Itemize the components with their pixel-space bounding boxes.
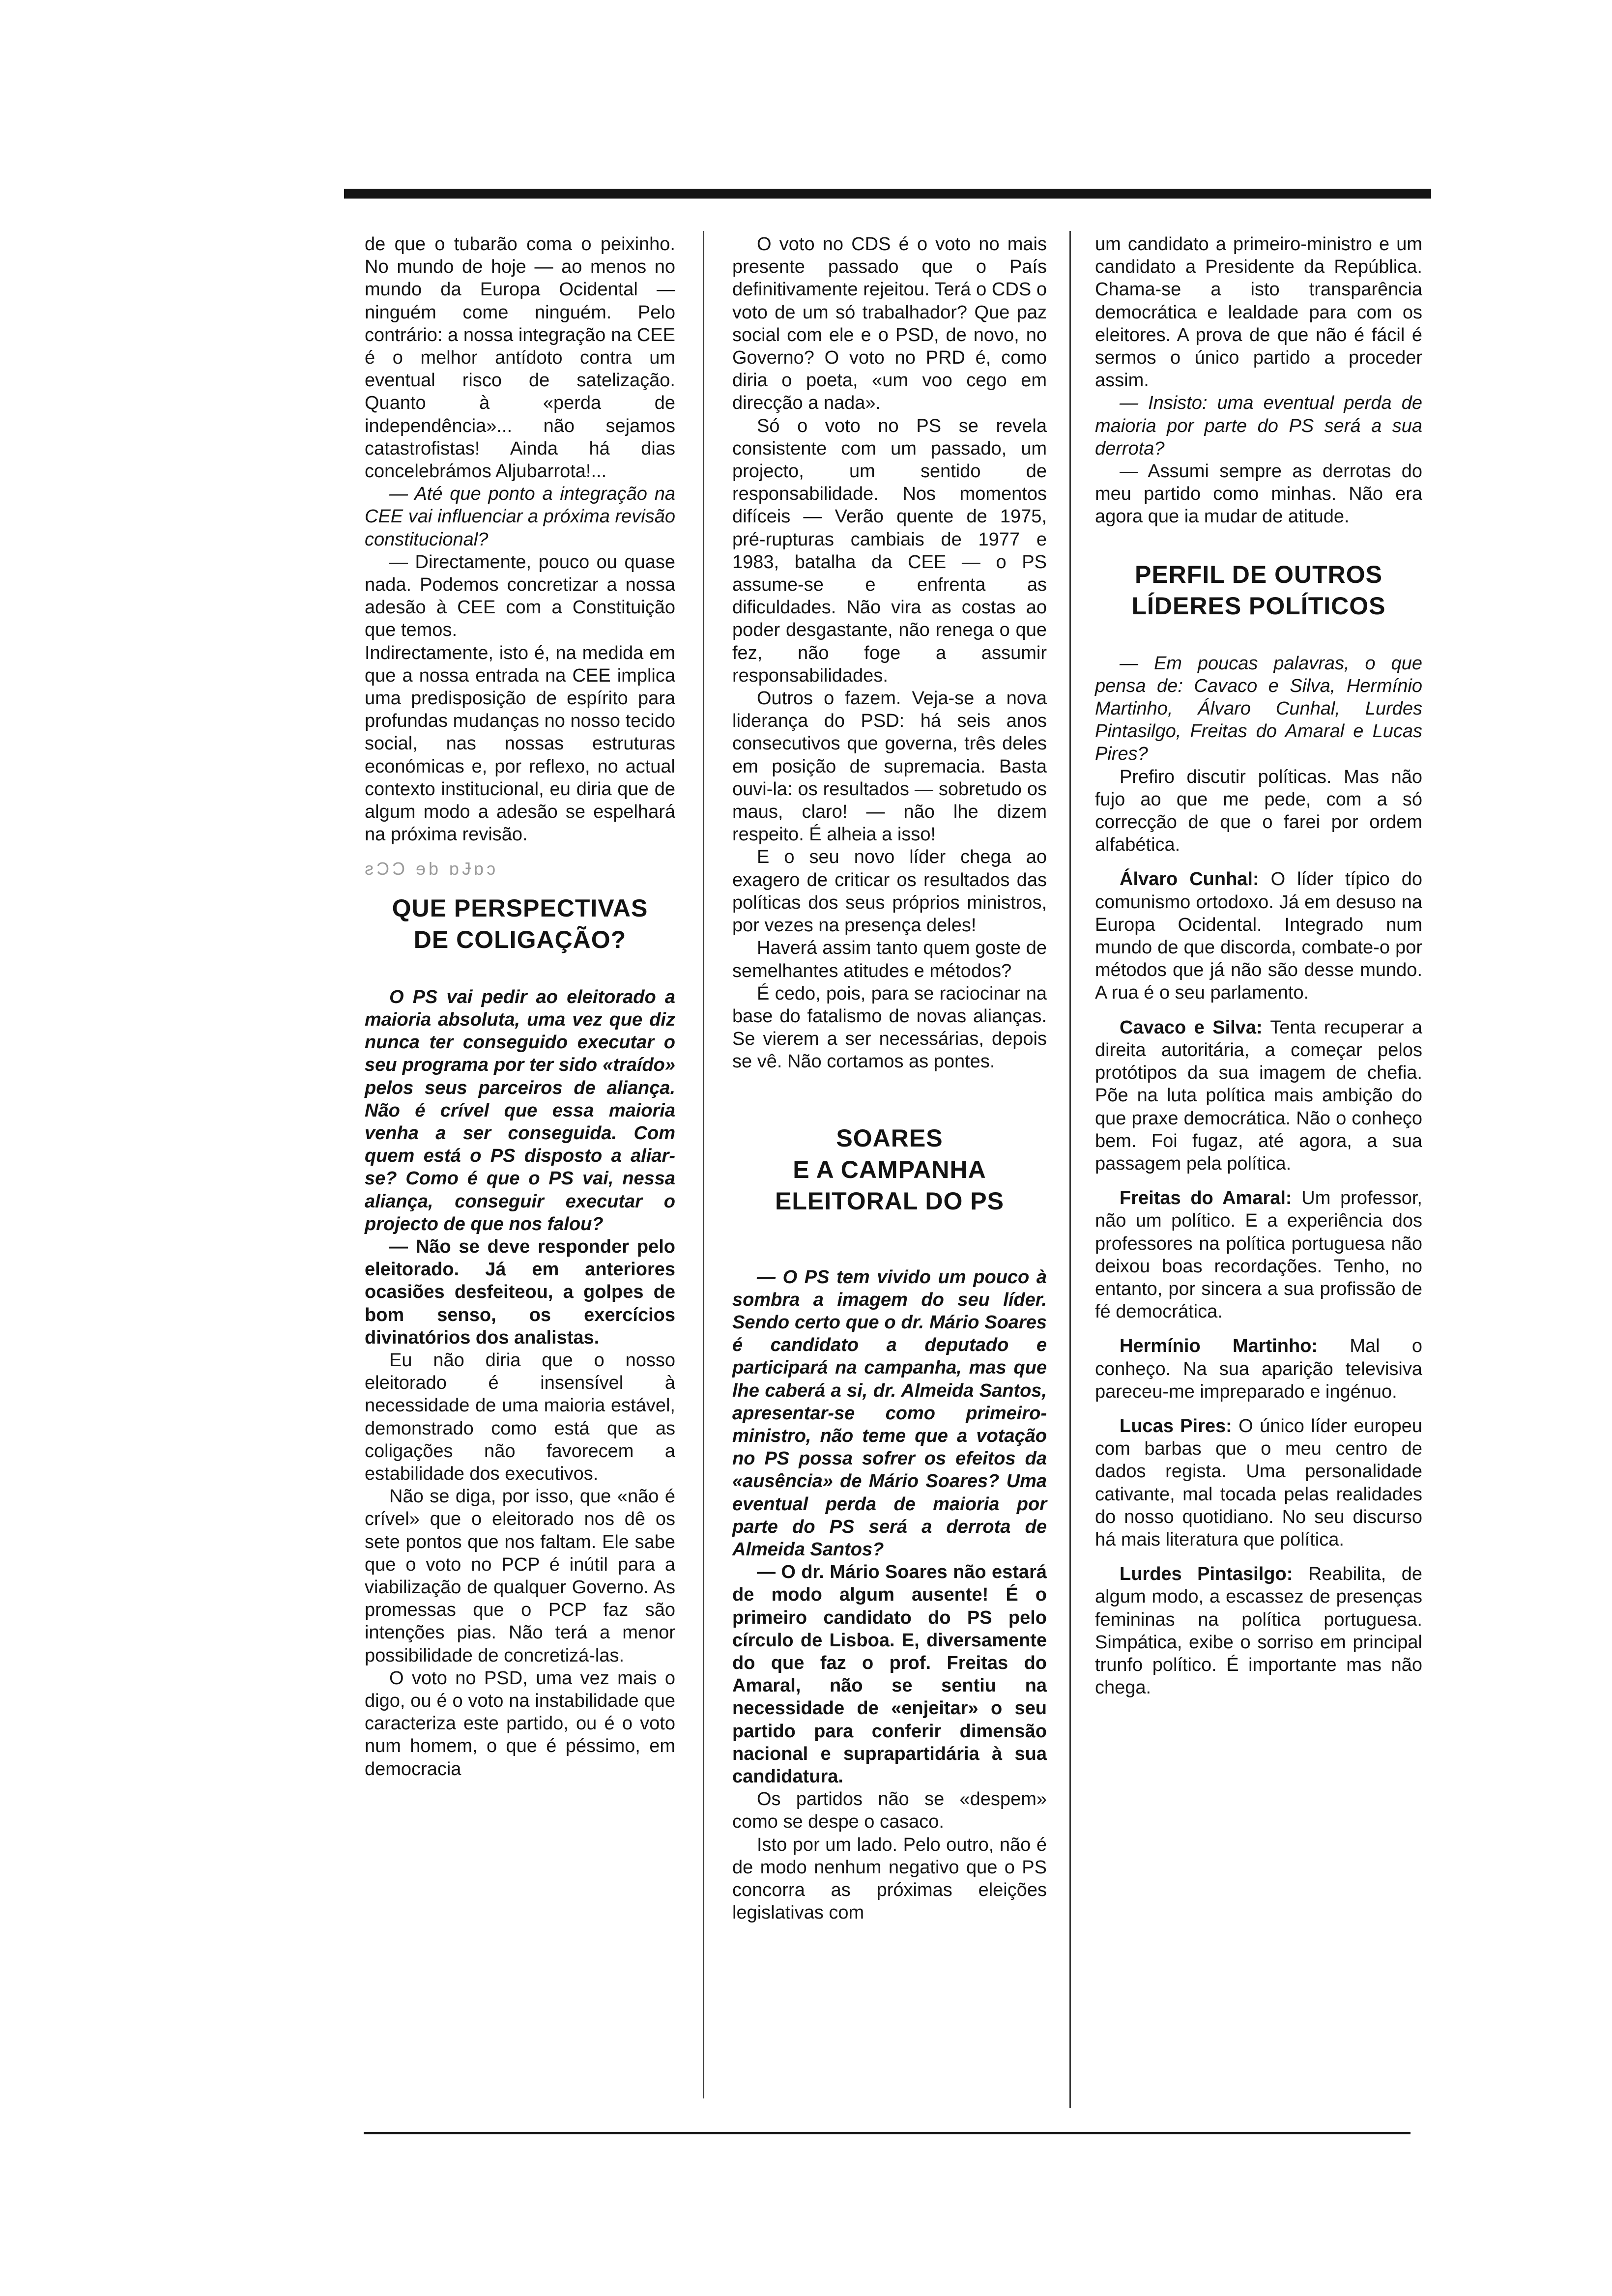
show-through-text: ƨƆƆ ɘb ɒɈɒɔ: [365, 859, 499, 879]
bottom-rule: [364, 2132, 1410, 2134]
leader-profile-herminio: [1095, 1335, 1422, 1403]
leader-description: O único líder europeu com barbas que o meu centro de dados regista. Uma personalidade cativante, mal tocada pelas realidades do nosso quotidiano. No seu discurso há mais literatura que política.: [1095, 1415, 1422, 1550]
interview-question: O PS vai pedir ao eleitorado a maioria absoluta, uma vez que diz nunca ter conseguido executar o seu programa por ter sido «traído» pelos seus parceiros de aliança. Não é crível que essa maioria venha a ser conseguida. Com quem está o PS disposto a aliar-se? Como é que o PS vai, nessa aliança, conseguir executar o projecto de que nos falou?: [365, 986, 675, 1234]
top-rule: [344, 189, 1431, 199]
leader-description: Mal o conheço. Na sua aparição televisiva pareceu-me impreparado e ingénuo.: [1095, 1336, 1423, 1402]
column-divider-left: [703, 231, 704, 2098]
leader-profile-lucas: [1095, 1415, 1422, 1551]
paragraph: Eu não diria que o nosso eleitorado é insensível à necessidade de uma maioria estável, demonstrado como está que as coligações não favorecem a estabilidade dos executivos.: [365, 1349, 675, 1484]
column-2: [732, 233, 1047, 1924]
paragraph: um candidato a primeiro-ministro e um candidato a Presidente da República. Chama-se a isto transparência democrática e lealdade para com os eleitores. A prova de que não é fácil é sermos o único partido a proceder assim.: [1095, 234, 1422, 391]
leader-description: Reabilita, de algum modo, a escassez de presenças femininas na política portuguesa. Simpática, exibe o sorriso em principal trunfo político. É importante mas não chega.: [1095, 1564, 1422, 1698]
column-1: [365, 233, 675, 1780]
paragraph: Só o voto no PS se revela consistente com um passado, um projecto, um sentido de responsabilidade. Nos momentos difíceis — Verão quente de 1975, pré-rupturas cambiais de 1977 e 1983, batalha da CEE — o PS assume-se e enfrenta as dificuldades. Não vira as costas ao poder desgastante, não renega o que fez, não foge a assumir responsabilidades.: [732, 415, 1047, 686]
leader-name: Cavaco e Silva:: [1120, 1017, 1263, 1038]
interview-question: — Insisto: uma eventual perda de maioria por parte do PS será a sua derrota?: [1095, 393, 1422, 459]
paragraph: — Directamente, pouco ou quase nada. Podemos concretizar a nossa adesão à CEE com a Constituição que temos.: [365, 551, 675, 641]
interview-question: — O PS tem vivido um pouco à sombra a imagem do seu líder. Sendo certo que o dr. Mário Soares é candidato a deputado e participará na campanha, mas que lhe caberá a si, dr. Almeida Santos, apresentar-se como primeiro-ministro, não teme que a votação no PS possa sofrer os efeitos da «ausência» de Mário Soares? Uma eventual perda de maioria por parte do PS será a derrota de Almeida Santos?: [732, 1266, 1047, 1560]
paragraph: E o seu novo líder chega ao exagero de criticar os resultados das políticas dos seus próprios ministros, por vezes na presença deles!: [732, 847, 1047, 936]
paragraph: Isto por um lado. Pelo outro, não é de modo nenhum negativo que o PS concorra as próximas eleições legislativas com: [732, 1834, 1047, 1923]
paragraph: — O dr. Mário Soares não estará de modo algum ausente! É o primeiro candidato do PS pelo círculo de Lisboa. E, diversamente do que faz o prof. Freitas do Amaral, não se sentiu na necessidade de «enjeitar» o seu partido para conferir dimensão nacional e suprapartidária à sua candidatura.: [732, 1562, 1047, 1787]
leader-name: Hermínio Martinho:: [1120, 1336, 1318, 1357]
leader-name: Lucas Pires:: [1120, 1415, 1232, 1436]
section-heading-campaign: SOARES E A CAMPANHA ELEITORAL DO PS: [775, 1124, 1004, 1215]
leader-profile-freitas: [1095, 1187, 1422, 1323]
leader-name: Freitas do Amaral:: [1120, 1188, 1292, 1209]
column-divider-right: [1069, 231, 1071, 2108]
leader-profile-cavaco: [1095, 1016, 1422, 1175]
paragraph: Os partidos não se «despem» como se despe o casaco.: [732, 1789, 1047, 1833]
leader-name: Álvaro Cunhal:: [1120, 869, 1259, 890]
paragraph: — Assumi sempre as derrotas do meu partido como minhas. Não era agora que ia mudar de atitude.: [1095, 461, 1422, 527]
leader-profile-lurdes: [1095, 1563, 1422, 1699]
paragraph: — Não se deve responder pelo eleitorado. Já em anteriores ocasiões desfeiteou, a golpes de bom senso, os exercícios divinatórios dos analistas.: [365, 1236, 675, 1348]
paragraph: Prefiro discutir políticas. Mas não fujo ao que me pede, com a só correcção de que o farei por ordem alfabética.: [1095, 766, 1422, 856]
paragraph: Não se diga, por isso, que «não é crível» que o eleitorado nos dê os sete pontos que nos faltam. Ele sabe que o voto no PCP é inútil para a viabilização de qualquer Governo. As promessas que o PCP faz são intenções pias. Não terá a menor possibilidade de concretizá-las.: [365, 1486, 675, 1666]
leader-profile-cunhal: [1095, 868, 1422, 1004]
leader-name: Lurdes Pintasilgo:: [1120, 1564, 1293, 1585]
paragraph: É cedo, pois, para se raciocinar na base do fatalismo de novas alianças. Se vierem a ser necessárias, depois se vê. Não cortamos as pontes.: [732, 983, 1047, 1072]
paragraph: O voto no CDS é o voto no mais presente passado que o País definitivamente rejeitou. Terá o CDS o voto de um só trabalhador? Que paz social com ele e o PSD, de novo, no Governo? O voto no PRD é, como diria o poeta, «um voo cego em direcção a nada».: [732, 234, 1047, 414]
leader-description: Tenta recuperar a direita autoritária, a começar pelos protótipos da sua imagem de chefia. Põe na luta política mais ambição do que praxe democrática. Não o conheço bem. Foi fugaz, até agora, a sua passagem pela política.: [1095, 1017, 1422, 1174]
section-heading-leaders: PERFIL DE OUTROS LÍDERES POLÍTICOS: [1131, 560, 1386, 620]
paragraph: O voto no PSD, uma vez mais o digo, ou é o voto na instabilidade que caracteriza este partido, ou é o voto num homem, o que é péssimo, em democracia: [365, 1667, 675, 1779]
leader-description: Um professor, não um político. E a experiência dos professores na política portuguesa não deixou boas recordações. Tenho, no entanto, por sincera a sua profissão de fé democrática.: [1095, 1188, 1422, 1322]
leader-description: O líder típico do comunismo ortodoxo. Já em desuso na Europa Ocidental. Integrado num mundo de que discorda, combate-o por métodos que já não são desse mundo. A rua é o seu parlamento.: [1095, 869, 1422, 1004]
paragraph: de que o tubarão coma o peixinho. No mundo de hoje — ao menos no mundo da Europa Ocidental — ninguém come ninguém. Pelo contrário: a nossa integração na CEE é o melhor antídoto contra um eventual risco de satelização. Quanto à «perda de independência»... não sejamos catastrofistas! Ainda há dias concelebrámos Aljubarrota!...: [365, 234, 675, 482]
section-heading-coalition: QUE PERSPECTIVAS DE COLIGAÇÃO?: [392, 894, 648, 953]
paragraph: Indirectamente, isto é, na medida em que a nossa entrada na CEE implica uma predisposição de espírito para profundas mudanças no nosso tecido social, nas nossas estruturas económicas e, por reflexo, no actual contexto institucional, eu diria que de algum modo a adesão se espelhará na próxima revisão.: [365, 642, 675, 845]
interview-question: — Até que ponto a integração na CEE vai influenciar a próxima revisão constitucional?: [365, 484, 675, 550]
paragraph: Outros o fazem. Veja-se a nova liderança do PSD: há seis anos consecutivos que governa, três deles em posição de supremacia. Basta ouvi-la: os resultados — sobretudo os maus, claro! — não lhe dizem respeito. É alheia a isso!: [732, 688, 1047, 845]
paragraph: Haverá assim tanto quem goste de semelhantes atitudes e métodos?: [732, 938, 1047, 981]
interview-question: — Em poucas palavras, o que pensa de: Cavaco e Silva, Hermínio Martinho, Álvaro Cunhal, Lurdes Pintasilgo, Freitas do Amaral e Lucas Pires?: [1095, 653, 1422, 765]
column-3: [1095, 233, 1422, 1699]
